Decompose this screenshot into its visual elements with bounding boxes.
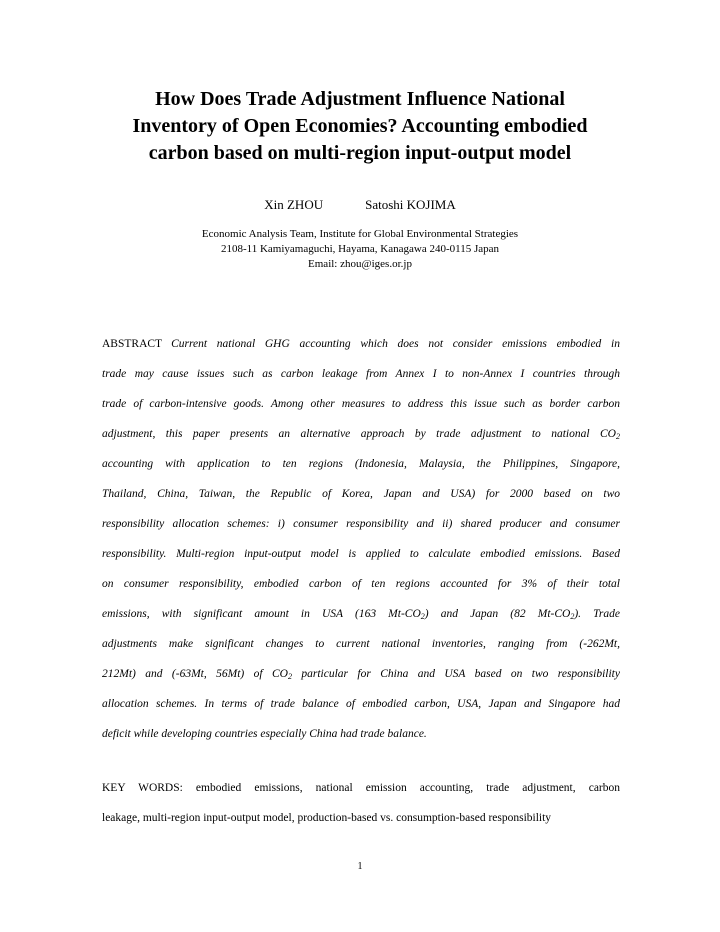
- author-name: Satoshi KOJIMA: [365, 197, 456, 212]
- subscript: 2: [420, 612, 425, 621]
- abstract-line: [102, 329, 620, 359]
- abstract-label: ABSTRACT: [102, 338, 163, 350]
- abstract-line: responsibility allocation schemes: i) consumer responsibility and ii) shared producer and consumer: [102, 518, 620, 530]
- affiliation-line: 2108-11 Kamiyamaguchi, Hayama, Kanagawa 240-0115 Japan: [220, 243, 500, 255]
- author-list: [0, 196, 720, 214]
- abstract-line: [102, 659, 620, 689]
- paper-title: [80, 86, 640, 167]
- page-number: 1: [357, 861, 363, 872]
- abstract-line: trade of carbon-intensive goods. Among other measures to address this issue such as border carbon: [102, 398, 620, 410]
- subscript: 2: [616, 432, 620, 441]
- abstract-section: [102, 329, 620, 749]
- abstract-line: trade may cause issues such as carbon leakage from Annex I to non-Annex I countries through: [102, 368, 620, 380]
- abstract-line: adjustments make significant changes to current national inventories, ranging from (-262Mt,: [102, 638, 620, 650]
- subscript: 2: [570, 612, 575, 621]
- abstract-line: deficit while developing countries especially China had trade balance.: [102, 728, 427, 740]
- abstract-line: responsibility. Multi-region input-output model is applied to calculate embodied emissions. Based: [102, 548, 620, 560]
- abstract-text: emissions, with significant amount in USA (163 Mt-CO: [102, 608, 421, 620]
- abstract-line: [102, 599, 620, 629]
- abstract-line: allocation schemes. In terms of trade balance of embodied carbon, USA, Japan and Singapore had: [102, 698, 620, 710]
- author-name: Xin ZHOU: [264, 197, 324, 212]
- keywords-line: KEY WORDS: embodied emissions, national emission accounting, trade adjustment, carbon: [102, 782, 620, 794]
- abstract-line: on consumer responsibility, embodied carbon of ten regions accounted for 3% of their total: [102, 578, 620, 590]
- abstract-line: [102, 419, 620, 449]
- affiliation-block: [0, 227, 720, 272]
- abstract-text: 212Mt) and (-63Mt, 56Mt) of CO: [102, 668, 288, 680]
- abstract-text: Current national GHG accounting which does not consider emissions embodied in: [171, 338, 620, 350]
- title-line: How Does Trade Adjustment Influence National: [155, 88, 565, 110]
- keywords-line: leakage, multi-region input-output model, production-based vs. consumption-based responsibility: [102, 812, 552, 824]
- keywords-section: [102, 773, 620, 833]
- abstract-line: accounting with application to ten regions (Indonesia, Malaysia, the Philippines, Singapore,: [102, 458, 620, 470]
- abstract-text: adjustment, this paper presents an alternative approach by trade adjustment to national CO: [102, 428, 616, 440]
- abstract-line: Thailand, China, Taiwan, the Republic of Korea, Japan and USA) for 2000 based on two: [102, 488, 620, 500]
- title-line: Inventory of Open Economies? Accounting embodied: [132, 115, 588, 137]
- subscript: 2: [287, 672, 292, 681]
- abstract-text: ). Trade: [574, 608, 620, 620]
- email-line: Email: zhou@iges.or.jp: [308, 258, 412, 270]
- affiliation-line: Economic Analysis Team, Institute for Global Environmental Strategies: [201, 228, 519, 240]
- abstract-text: ) and Japan (82 Mt-CO: [424, 608, 571, 620]
- title-line: carbon based on multi-region input-output model: [148, 142, 572, 164]
- abstract-text: particular for China and USA based on two responsibility: [291, 668, 620, 680]
